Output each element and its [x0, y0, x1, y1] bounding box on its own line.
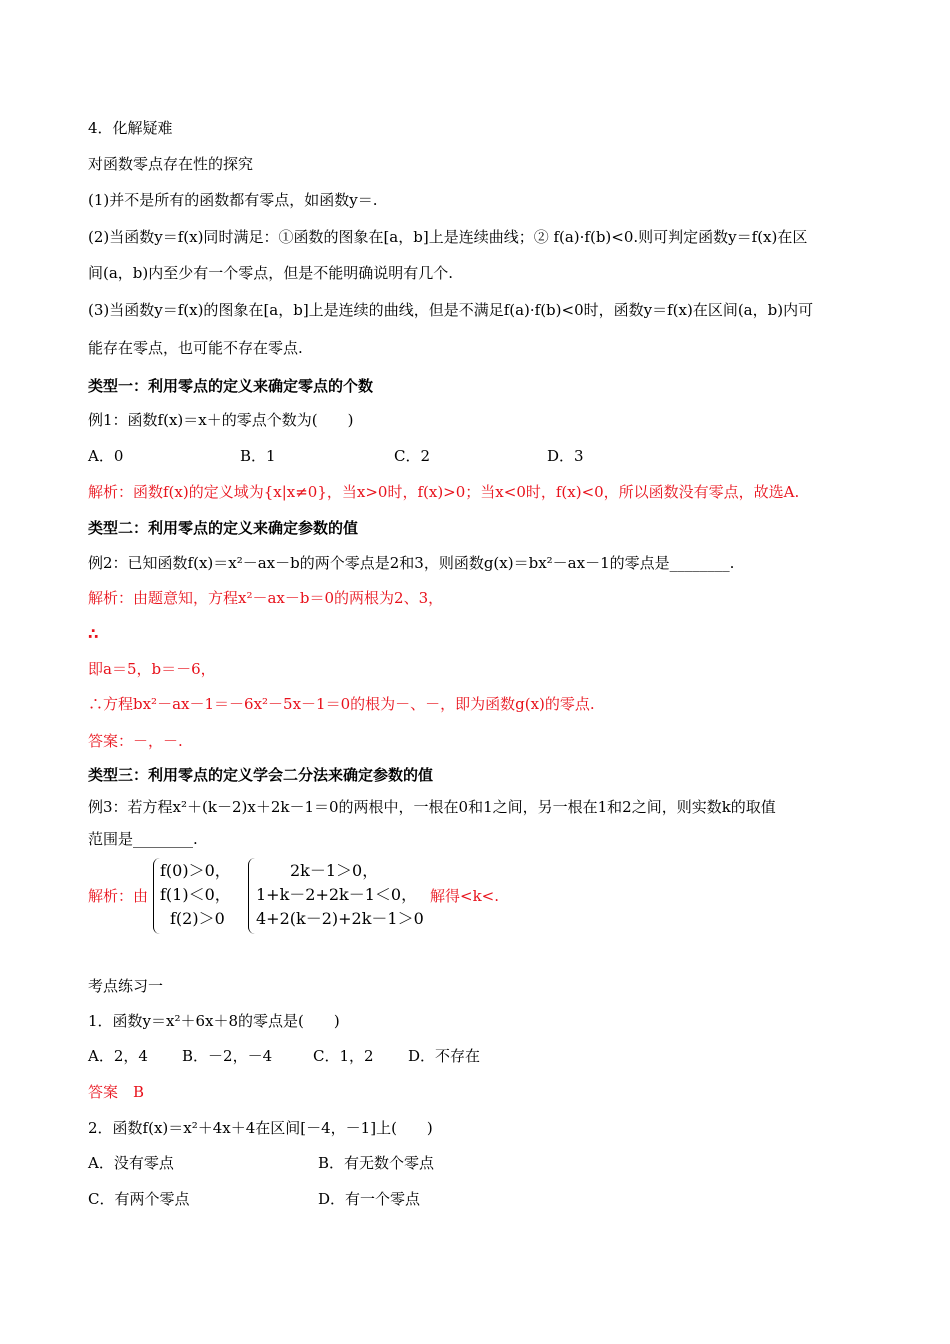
q1-answer: 答案 B: [88, 1083, 145, 1101]
therefore-symbol: ∴: [88, 625, 99, 643]
system1-brace: [153, 858, 160, 934]
q2-option-a: A．没有零点: [88, 1154, 174, 1172]
q2-option-c: C．有两个零点: [88, 1190, 190, 1208]
type2-analysis-1: 解析：由题意知，方程x²－ax－b＝0的两根为2、3，: [88, 589, 444, 607]
type1-option-d: D．3: [547, 447, 584, 465]
type3-analysis-prefix: 解析：由: [88, 887, 149, 905]
paragraph-3-line-1: (3)当函数y＝f(x)的图象在[a，b]上是连续的曲线，但是不满足f(a)·f(b)<0时，函数y＝f(x)在区间(a，b)内可: [88, 301, 814, 319]
type3-title: 类型三：利用零点的定义学会二分法来确定参数的值: [88, 766, 434, 784]
paragraph-2-line-1: (2)当函数y＝f(x)同时满足：①函数的图象在[a，b]上是连续曲线；② f(a)·f(b)<0.则可判定函数y＝f(x)在区: [88, 228, 808, 246]
paragraph-2-line-2: 间(a，b)内至少有一个零点，但是不能明确说明有几个.: [88, 264, 454, 282]
type1-option-a: A．0: [88, 447, 124, 465]
system2-line-2: 1+k－2+2k－1＜0，: [256, 885, 418, 904]
q1-option-b: B．－2，－4: [182, 1047, 273, 1065]
q1-option-a: A．2，4: [88, 1047, 148, 1065]
system1-line-3: f(2)＞0: [170, 909, 225, 928]
type1-option-b: B．1: [240, 447, 276, 465]
system2-line-3: 4+2(k－2)+2k－1＞0: [256, 909, 424, 928]
practice-q1: 1．函数y＝x²＋6x＋8的零点是( ): [88, 1012, 340, 1030]
type2-analysis-2: 即a＝5，b＝－6，: [88, 660, 216, 678]
section-subheading: 对函数零点存在性的探究: [88, 155, 254, 173]
system1-line-2: f(1)＜0，: [160, 885, 231, 904]
type3-example-line-2: 范围是________.: [88, 830, 198, 848]
type2-example: 例2：已知函数f(x)＝x²－ax－b的两个零点是2和3，则函数g(x)＝bx²－ax－1的零点是________.: [88, 554, 735, 572]
practice-q2: 2．函数f(x)＝x²＋4x＋4在区间[－4，－1]上( ): [88, 1119, 433, 1137]
type1-analysis: 解析：函数f(x)的定义域为{x|x≠0}，当x>0时，f(x)>0；当x<0时，f(x)<0，所以函数没有零点，故选A.: [88, 483, 800, 501]
type1-option-c: C．2: [394, 447, 431, 465]
paragraph-3-line-2: 能存在零点，也可能不存在零点.: [88, 339, 303, 357]
practice-title: 考点练习一: [88, 977, 164, 995]
system1-line-1: f(0)＞0，: [160, 861, 231, 880]
q2-option-d: D．有一个零点: [318, 1190, 421, 1208]
system2-line-1: 2k－1＞0，: [290, 861, 379, 880]
type1-title: 类型一：利用零点的定义来确定零点的个数: [88, 377, 374, 395]
system2-brace: [248, 858, 255, 934]
type3-result: 解得<k<.: [430, 887, 499, 905]
type1-example: 例1：函数f(x)＝x＋的零点个数为( ): [88, 411, 354, 429]
type2-answer: 答案：－，－.: [88, 732, 183, 750]
section-heading: 4．化解疑难: [88, 119, 173, 137]
type2-title: 类型二：利用零点的定义来确定参数的值: [88, 519, 359, 537]
paragraph-1: (1)并不是所有的函数都有零点，如函数y＝.: [88, 191, 378, 209]
type2-analysis-3: ∴方程bx²－ax－1＝－6x²－5x－1＝0的根为－、－，即为函数g(x)的零点.: [88, 695, 595, 713]
q1-option-c: C．1，2: [313, 1047, 374, 1065]
type3-example-line-1: 例3：若方程x²＋(k－2)x＋2k－1＝0的两根中，一根在0和1之间，另一根在1和2之间，则实数k的取值: [88, 798, 776, 816]
q2-option-b: B．有无数个零点: [318, 1154, 435, 1172]
q1-option-d: D．不存在: [408, 1047, 481, 1065]
